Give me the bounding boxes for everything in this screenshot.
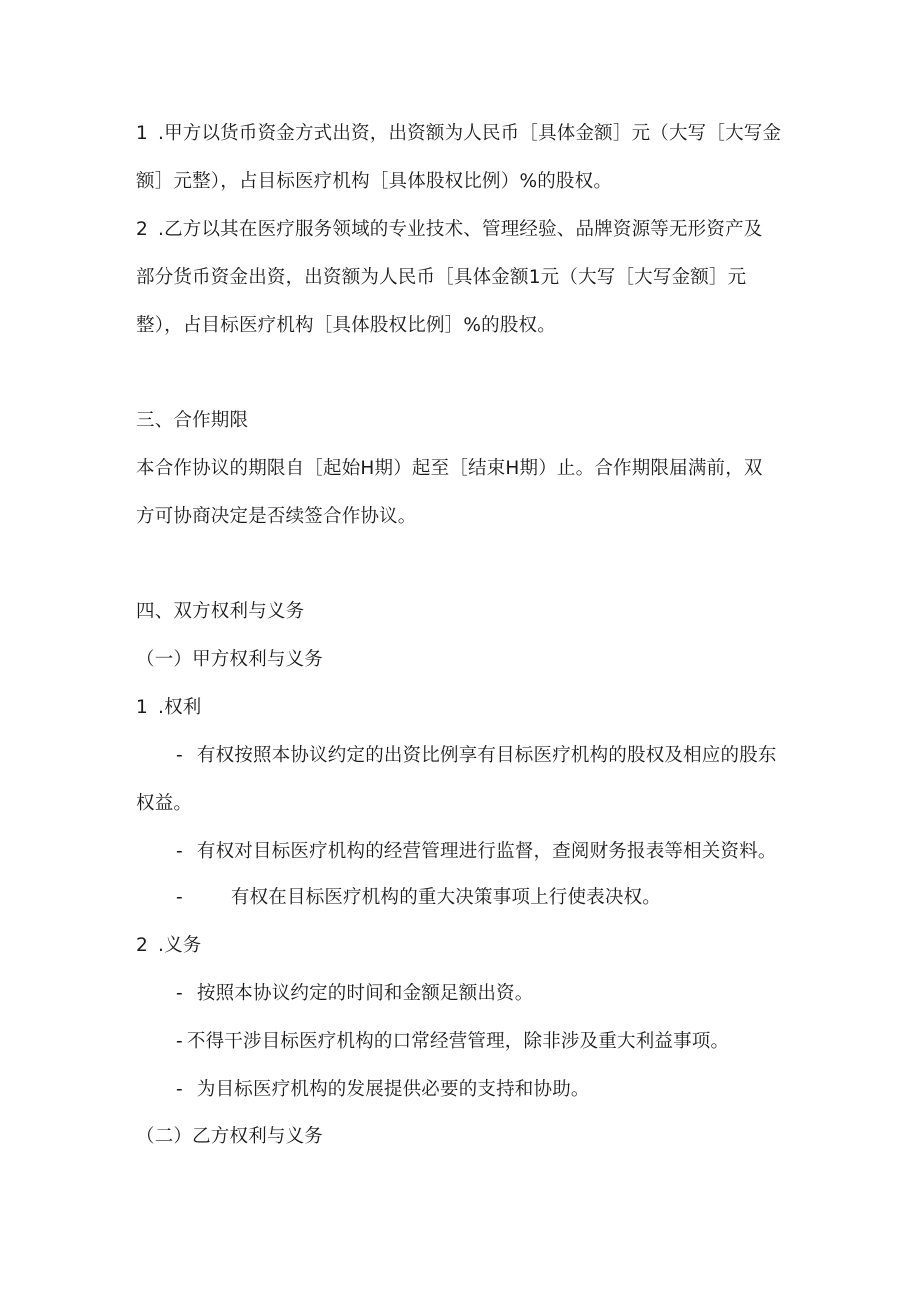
right-item-text: 有权在目标医疗机构的重大决策事项上行使表决权。 bbox=[230, 887, 661, 908]
obligation-item-3 bbox=[176, 1078, 590, 1102]
obligation-item-text: 不得干涉目标医疗机构的口常经营管理，除非涉及重大利益事项。 bbox=[186, 1031, 730, 1052]
right-item-2 bbox=[176, 840, 777, 864]
right-item-1-line-1 bbox=[176, 744, 777, 768]
right-item-1-line-2: 权益。 bbox=[136, 793, 193, 814]
section-heading-rights: 四、双方权利与义务 bbox=[136, 601, 305, 622]
subsection-heading-party-b: （二）乙方权利与义务 bbox=[136, 1126, 324, 1147]
item-rights-heading bbox=[136, 696, 201, 720]
right-item-3 bbox=[176, 886, 661, 910]
bullet-dash: - bbox=[176, 745, 183, 766]
clause-number: 2 bbox=[136, 219, 148, 240]
clause-2-line-1 bbox=[136, 218, 762, 242]
item-obligations-heading bbox=[136, 934, 201, 958]
obligation-item-1 bbox=[176, 982, 534, 1006]
clause-text: .乙方以其在医疗服务领域的专业技术、管理经验、品牌资源等无形资产及 bbox=[158, 219, 763, 240]
clause-2-line-2: 部分货币资金出资，出资额为人民币［具体金额1元（大写［大写金额］元 bbox=[136, 267, 747, 288]
obligation-item-2 bbox=[176, 1030, 729, 1054]
clause-text: .甲方以货币资金方式出资，出资额为人民币［具体金额］元（大写［大写金 bbox=[158, 123, 782, 144]
bullet-dash: - bbox=[176, 1079, 183, 1100]
item-number: 2 bbox=[136, 935, 148, 956]
obligation-item-text: 按照本协议约定的时间和金额足额出资。 bbox=[196, 983, 534, 1004]
item-number: 1 bbox=[136, 697, 148, 718]
clause-1-line-2: 额］元整），占目标医疗机构［具体股权比例）%的股权。 bbox=[136, 171, 613, 192]
term-paragraph-line-2: 方可协商决定是否续签合作协议。 bbox=[136, 506, 417, 527]
clause-2-line-3: 整），占目标医疗机构［具体股权比例］%的股权。 bbox=[136, 315, 556, 336]
term-paragraph-line-1: 本合作协议的期限自［起始H期）起至［结束H期）止。合作期限届满前，双 bbox=[136, 458, 763, 479]
item-text: .义务 bbox=[158, 935, 202, 956]
clause-1-line-1 bbox=[136, 122, 781, 146]
clause-number: 1 bbox=[136, 123, 148, 144]
bullet-dash: - bbox=[176, 841, 183, 862]
bullet-dash: - bbox=[176, 1031, 183, 1052]
bullet-dash: - bbox=[176, 887, 183, 908]
subsection-heading-party-a: （一）甲方权利与义务 bbox=[136, 649, 324, 670]
right-item-text: 有权对目标医疗机构的经营管理进行监督，查阅财务报表等相关资料。 bbox=[196, 841, 777, 862]
right-item-text: 有权按照本协议约定的出资比例享有目标医疗机构的股权及相应的股东 bbox=[196, 745, 777, 766]
section-heading-term: 三、合作期限 bbox=[136, 410, 249, 431]
bullet-dash: - bbox=[176, 983, 183, 1004]
item-text: .权利 bbox=[158, 697, 202, 718]
obligation-item-text: 为目标医疗机构的发展提供必要的支持和协助。 bbox=[196, 1079, 590, 1100]
